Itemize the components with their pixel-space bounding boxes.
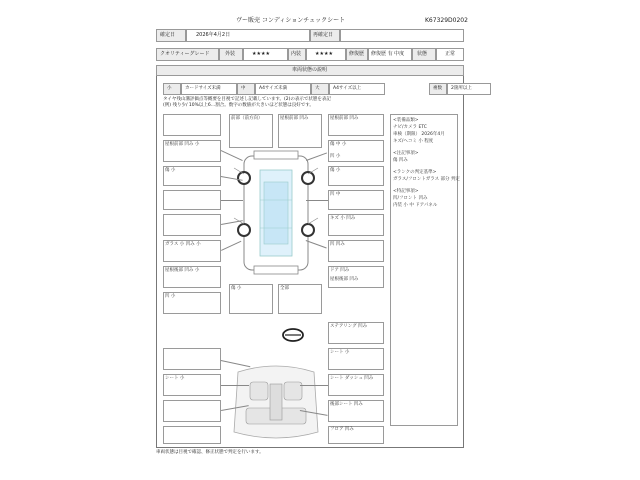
damage-label: 全部 bbox=[280, 286, 289, 291]
damage-label: ガラス 小 凹み 小 bbox=[165, 242, 201, 247]
note-line: ガラス/フロントガラス 部分 判定 bbox=[393, 177, 460, 182]
note-line: <装備品類> bbox=[393, 118, 419, 123]
interior-label: 内装 bbox=[291, 51, 302, 57]
interior-label: シート 小 bbox=[330, 350, 350, 355]
steering-wheel-icon bbox=[281, 327, 305, 343]
interior-value: ★★★★ bbox=[315, 51, 333, 57]
legend-cell-label: A4サイズ未満 bbox=[259, 86, 288, 91]
note-line: <特記事項> bbox=[393, 189, 419, 194]
interior-box-left-3 bbox=[163, 400, 221, 422]
damage-label: 屋根前部 凹み bbox=[280, 116, 309, 121]
legend-cell-label: 2箇所以上 bbox=[451, 86, 472, 91]
legend-note-1: タイヤ残山溝評価点等概要を目視で記述し記載しています。(2)の表示で状態を表記 bbox=[163, 97, 331, 102]
damage-label: 凹 小 bbox=[165, 294, 176, 299]
exterior-label: 外装 bbox=[225, 51, 236, 57]
cond-value: 正常 bbox=[445, 51, 456, 57]
damage-label: 凹 中 bbox=[330, 192, 341, 197]
note-line: 内装 小 中 ドアパネル bbox=[393, 203, 438, 208]
damage-label: 屋根前部 凹み bbox=[330, 116, 359, 121]
note-line: <注記事項> bbox=[393, 151, 419, 156]
damage-label: 傷 中 小 bbox=[330, 142, 347, 147]
repair-value: 修復歴 有 中度 bbox=[371, 51, 405, 57]
legend-note-2: (例) 残り少/ 10%以上6…割合。数字の数値が大きいほど状態は良好です。 bbox=[163, 103, 314, 108]
repair-label: 修復歴 bbox=[349, 51, 365, 57]
connector-line bbox=[300, 385, 328, 386]
recheck-label: 再確定日 bbox=[313, 32, 334, 38]
damage-label: 傷 小 bbox=[165, 168, 176, 173]
sheet-code: K67329D0202 bbox=[425, 17, 468, 24]
damage-label: キズ 小 凹み bbox=[330, 216, 356, 221]
interior-label: ステアリング 凹み bbox=[330, 324, 368, 329]
interior-box-left-1 bbox=[163, 348, 221, 370]
legend-cell-label: 小 bbox=[167, 86, 172, 91]
damage-box-left-4 bbox=[163, 190, 221, 210]
car-interior-diagram bbox=[228, 362, 324, 444]
note-line: キズ/ヘコミ 小 程度 bbox=[393, 139, 434, 144]
date-label: 確定日 bbox=[160, 32, 176, 38]
damage-label: 傷 小 bbox=[330, 168, 341, 173]
damage-box-left-1 bbox=[163, 114, 221, 136]
connector-line bbox=[221, 200, 243, 201]
section-title: 車両状態の説明 bbox=[292, 67, 328, 73]
interior-label: シート 小 bbox=[165, 376, 185, 381]
damage-box-left-5 bbox=[163, 214, 221, 236]
note-line: 傷 凹み bbox=[393, 158, 408, 163]
legend-cell-label: 大 bbox=[315, 86, 320, 91]
date-value: 2026年4月2日 bbox=[196, 32, 231, 38]
interior-label: 後部シート 凹み bbox=[330, 402, 363, 407]
damage-label: 屋根後部 凹み bbox=[330, 277, 359, 282]
quality-label: クオリティーグレード bbox=[160, 51, 210, 57]
note-line: 車検（期限） 2026年4月 bbox=[393, 132, 445, 137]
car-top-view-diagram bbox=[226, 148, 326, 278]
cond-label: 状態 bbox=[417, 51, 428, 57]
damage-label: 凹 小 bbox=[330, 154, 341, 159]
legend-cell bbox=[237, 83, 255, 95]
legend-cell-label: 複数 bbox=[433, 86, 442, 91]
exterior-value: ★★★★ bbox=[252, 51, 270, 57]
legend-cell-label: 中 bbox=[241, 86, 246, 91]
damage-label: 屋根前部 凹み 小 bbox=[165, 142, 200, 147]
legend-cell bbox=[311, 83, 329, 95]
legend-cell-label: A4サイズ以上 bbox=[333, 86, 362, 91]
interior-label: フロア 凹み bbox=[330, 427, 354, 432]
footer-note: 車両状態は目視で確認、修正状態で判定を行います。 bbox=[156, 450, 264, 455]
connector-line bbox=[221, 385, 249, 386]
damage-label: ドア 凹み bbox=[330, 268, 350, 273]
interior-box-left-4 bbox=[163, 426, 221, 444]
legend-cell bbox=[163, 83, 181, 95]
legend-cell-label: カードサイズ未満 bbox=[185, 86, 221, 91]
recheck-value-cell bbox=[340, 29, 464, 42]
damage-label: 前部（前方向） bbox=[231, 116, 263, 121]
note-line: 凹/フロント 凹み bbox=[393, 196, 428, 201]
interior-label: シート ダッシュ 凹み bbox=[330, 376, 374, 381]
note-line: <ランクの判定基準> bbox=[393, 170, 437, 175]
note-line: ナビ/カメラ ETC bbox=[393, 125, 427, 130]
damage-label: 凹 凹み bbox=[330, 242, 345, 247]
sheet-title: ヴー販売 コンディションチェックシート bbox=[236, 17, 346, 24]
damage-label: 傷 小 bbox=[231, 286, 242, 291]
damage-label: 屋根後部 凹み 小 bbox=[165, 268, 200, 273]
connector-line bbox=[306, 200, 328, 201]
